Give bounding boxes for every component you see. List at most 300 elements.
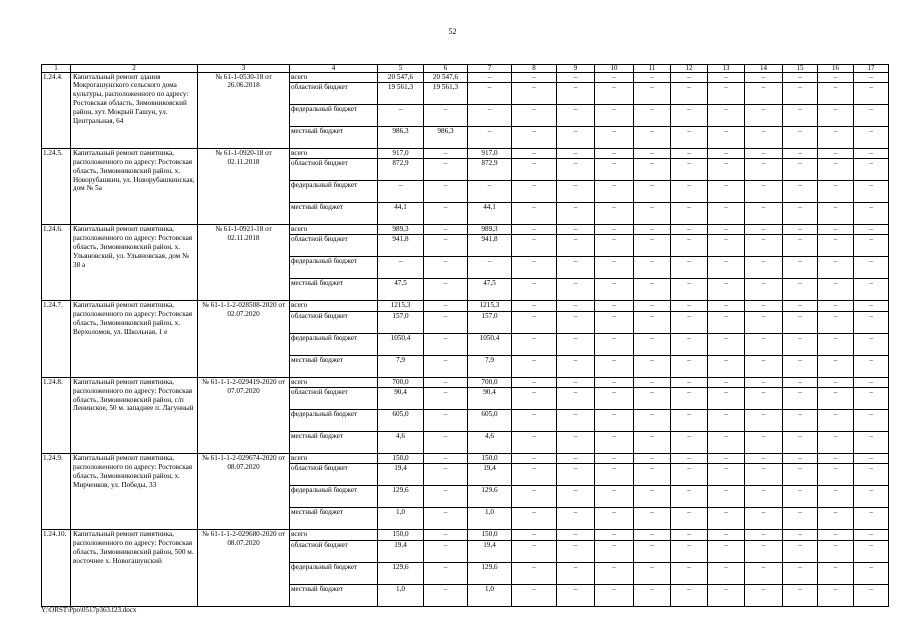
value-col9: – — [557, 464, 595, 486]
value-col14: – — [745, 453, 783, 463]
value-col15: – — [783, 203, 818, 225]
value-col14: – — [745, 104, 783, 126]
value-col5: – — [378, 104, 424, 126]
item-document: № 61-1-0530-18 от 26.06.2018 — [198, 72, 290, 148]
value-col15: – — [783, 148, 818, 158]
value-col6: 986,3 — [424, 126, 468, 148]
value-col13: – — [708, 301, 745, 311]
value-col6: – — [424, 203, 468, 225]
value-col17: – — [854, 311, 889, 333]
value-col6: – — [424, 409, 468, 431]
value-col11: – — [634, 311, 671, 333]
value-col5: 1215,3 — [378, 301, 424, 311]
item-number: 1.24.9. — [42, 453, 71, 529]
value-col13: – — [708, 387, 745, 409]
value-col11: – — [634, 301, 671, 311]
value-col17: – — [854, 301, 889, 311]
column-number: 13 — [708, 65, 745, 73]
value-col6: – — [424, 453, 468, 463]
column-number: 4 — [290, 65, 378, 73]
funding-source: местный бюджет — [290, 508, 378, 530]
value-col9: – — [557, 104, 595, 126]
value-col13: – — [708, 508, 745, 530]
value-col6: 20 547,6 — [424, 72, 468, 82]
value-col13: – — [708, 355, 745, 377]
value-col8: – — [512, 126, 557, 148]
value-col10: – — [595, 486, 634, 508]
value-col11: – — [634, 584, 671, 606]
value-col10: – — [595, 540, 634, 562]
value-col9: – — [557, 377, 595, 387]
value-col15: – — [783, 104, 818, 126]
value-col14: – — [745, 126, 783, 148]
value-col10: – — [595, 279, 634, 301]
value-col9: – — [557, 279, 595, 301]
value-col6: – — [424, 584, 468, 606]
value-col13: – — [708, 148, 745, 158]
item-document: № 61-1-1-2-029419-2020 от 07.07.2020 — [198, 377, 290, 453]
value-col9: – — [557, 540, 595, 562]
column-number: 16 — [818, 65, 854, 73]
item-document: № 61-1-1-2-028508-2020 от 02.07.2020 — [198, 301, 290, 377]
value-col16: – — [818, 279, 854, 301]
value-col14: – — [745, 159, 783, 181]
value-col7: 90,4 — [468, 387, 512, 409]
value-col14: – — [745, 355, 783, 377]
column-number: 11 — [634, 65, 671, 73]
value-col13: – — [708, 464, 745, 486]
value-col14: – — [745, 584, 783, 606]
value-col16: – — [818, 530, 854, 540]
funding-source: федеральный бюджет — [290, 104, 378, 126]
value-col8: – — [512, 333, 557, 355]
value-col9: – — [557, 584, 595, 606]
value-col5: 1050,4 — [378, 333, 424, 355]
value-col10: – — [595, 377, 634, 387]
value-col7: 1,0 — [468, 508, 512, 530]
value-col17: – — [854, 181, 889, 203]
funding-source: областной бюджет — [290, 159, 378, 181]
value-col5: – — [378, 257, 424, 279]
value-col13: – — [708, 203, 745, 225]
column-number: 8 — [512, 65, 557, 73]
value-col16: – — [818, 486, 854, 508]
value-col16: – — [818, 104, 854, 126]
value-col17: – — [854, 453, 889, 463]
value-col16: – — [818, 540, 854, 562]
value-col6: – — [424, 104, 468, 126]
value-col13: – — [708, 562, 745, 584]
item-number: 1.24.6. — [42, 225, 71, 301]
value-col16: – — [818, 464, 854, 486]
value-col12: – — [671, 508, 708, 530]
value-col5: 157,0 — [378, 311, 424, 333]
value-col11: – — [634, 181, 671, 203]
value-col15: – — [783, 311, 818, 333]
value-col9: – — [557, 562, 595, 584]
page-number: 52 — [448, 27, 457, 36]
value-col15: – — [783, 355, 818, 377]
funding-source: федеральный бюджет — [290, 486, 378, 508]
funding-source: федеральный бюджет — [290, 562, 378, 584]
column-number-row — [42, 65, 889, 73]
value-col16: – — [818, 562, 854, 584]
value-col6: – — [424, 387, 468, 409]
value-col7: 19,4 — [468, 540, 512, 562]
value-col10: – — [595, 225, 634, 235]
value-col9: – — [557, 203, 595, 225]
funding-source: областной бюджет — [290, 311, 378, 333]
value-col15: – — [783, 82, 818, 104]
value-col8: – — [512, 464, 557, 486]
item-number: 1.24.7. — [42, 301, 71, 377]
value-col16: – — [818, 508, 854, 530]
value-col13: – — [708, 377, 745, 387]
value-col12: – — [671, 104, 708, 126]
value-col9: – — [557, 508, 595, 530]
value-col10: – — [595, 562, 634, 584]
value-col11: – — [634, 203, 671, 225]
value-col17: – — [854, 159, 889, 181]
value-col9: – — [557, 453, 595, 463]
funding-source: областной бюджет — [290, 540, 378, 562]
value-col7: 44,1 — [468, 203, 512, 225]
value-col7: 7,9 — [468, 355, 512, 377]
value-col17: – — [854, 82, 889, 104]
item-description: Капитальный ремонт памятника, расположенного по адресу: Ростовская область, Зимовниковский район, х. Мирченков, ул. Победы, 33 — [71, 453, 198, 529]
value-col6: – — [424, 257, 468, 279]
value-col13: – — [708, 409, 745, 431]
value-col17: – — [854, 464, 889, 486]
value-col9: – — [557, 355, 595, 377]
value-col15: – — [783, 530, 818, 540]
value-col11: – — [634, 333, 671, 355]
value-col12: – — [671, 333, 708, 355]
value-col6: – — [424, 159, 468, 181]
value-col10: – — [595, 126, 634, 148]
funding-source: всего — [290, 148, 378, 158]
funding-source: всего — [290, 530, 378, 540]
value-col5: 129,6 — [378, 486, 424, 508]
value-col10: – — [595, 409, 634, 431]
value-col12: – — [671, 562, 708, 584]
value-col17: – — [854, 486, 889, 508]
value-col10: – — [595, 431, 634, 453]
value-col11: – — [634, 235, 671, 257]
value-col6: – — [424, 355, 468, 377]
funding-source: федеральный бюджет — [290, 181, 378, 203]
funding-source: местный бюджет — [290, 203, 378, 225]
value-col6: – — [424, 562, 468, 584]
table-row — [42, 148, 889, 158]
value-col8: – — [512, 530, 557, 540]
value-col6: – — [424, 301, 468, 311]
value-col7: 872,9 — [468, 159, 512, 181]
value-col7: 129,6 — [468, 486, 512, 508]
value-col5: 605,0 — [378, 409, 424, 431]
value-col16: – — [818, 82, 854, 104]
value-col11: – — [634, 257, 671, 279]
value-col10: – — [595, 464, 634, 486]
item-number: 1.24.4. — [42, 72, 71, 148]
value-col8: – — [512, 181, 557, 203]
value-col11: – — [634, 486, 671, 508]
value-col13: – — [708, 82, 745, 104]
value-col9: – — [557, 257, 595, 279]
value-col14: – — [745, 257, 783, 279]
value-col16: – — [818, 301, 854, 311]
value-col16: – — [818, 453, 854, 463]
value-col16: – — [818, 431, 854, 453]
value-col13: – — [708, 530, 745, 540]
value-col10: – — [595, 584, 634, 606]
value-col16: – — [818, 311, 854, 333]
value-col7: – — [468, 126, 512, 148]
value-col13: – — [708, 279, 745, 301]
value-col10: – — [595, 453, 634, 463]
value-col13: – — [708, 235, 745, 257]
value-col8: – — [512, 82, 557, 104]
value-col5: 872,9 — [378, 159, 424, 181]
value-col11: – — [634, 464, 671, 486]
funding-source: всего — [290, 72, 378, 82]
value-col5: 941,8 — [378, 235, 424, 257]
value-col6: – — [424, 530, 468, 540]
value-col6: – — [424, 464, 468, 486]
column-number: 12 — [671, 65, 708, 73]
value-col17: – — [854, 257, 889, 279]
value-col14: – — [745, 82, 783, 104]
funding-source: всего — [290, 377, 378, 387]
value-col14: – — [745, 333, 783, 355]
value-col12: – — [671, 530, 708, 540]
value-col6: – — [424, 235, 468, 257]
value-col14: – — [745, 409, 783, 431]
value-col11: – — [634, 377, 671, 387]
value-col12: – — [671, 257, 708, 279]
funding-source: местный бюджет — [290, 431, 378, 453]
item-description: Капитальный ремонт памятника, расположенного по адресу: Ростовская область, Зимовниковский район, х. Верхоломов, ул. Школьная, 1 е — [71, 301, 198, 377]
column-number: 9 — [557, 65, 595, 73]
column-number: 6 — [424, 65, 468, 73]
value-col15: – — [783, 562, 818, 584]
value-col9: – — [557, 530, 595, 540]
funding-source: всего — [290, 301, 378, 311]
value-col17: – — [854, 104, 889, 126]
value-col8: – — [512, 104, 557, 126]
value-col5: 4,6 — [378, 431, 424, 453]
value-col12: – — [671, 225, 708, 235]
value-col8: – — [512, 562, 557, 584]
value-col11: – — [634, 409, 671, 431]
value-col10: – — [595, 148, 634, 158]
value-col11: – — [634, 431, 671, 453]
value-col5: 917,0 — [378, 148, 424, 158]
value-col17: – — [854, 584, 889, 606]
value-col9: – — [557, 387, 595, 409]
value-col8: – — [512, 540, 557, 562]
value-col12: – — [671, 355, 708, 377]
funding-source: федеральный бюджет — [290, 257, 378, 279]
value-col17: – — [854, 409, 889, 431]
funding-source: всего — [290, 453, 378, 463]
funding-source: областной бюджет — [290, 82, 378, 104]
value-col9: – — [557, 72, 595, 82]
column-number: 7 — [468, 65, 512, 73]
value-col10: – — [595, 159, 634, 181]
value-col9: – — [557, 486, 595, 508]
value-col14: – — [745, 225, 783, 235]
value-col17: – — [854, 540, 889, 562]
value-col7: 941,8 — [468, 235, 512, 257]
item-document: № 61-1-0921-18 от 02.11.2018 — [198, 225, 290, 301]
value-col8: – — [512, 148, 557, 158]
value-col14: – — [745, 486, 783, 508]
value-col13: – — [708, 333, 745, 355]
value-col14: – — [745, 387, 783, 409]
value-col7: 917,0 — [468, 148, 512, 158]
value-col5: 150,0 — [378, 530, 424, 540]
value-col11: – — [634, 530, 671, 540]
value-col16: – — [818, 377, 854, 387]
value-col15: – — [783, 584, 818, 606]
value-col16: – — [818, 225, 854, 235]
value-col16: – — [818, 355, 854, 377]
value-col13: – — [708, 181, 745, 203]
value-col6: – — [424, 540, 468, 562]
item-description: Капитальный ремонт памятника, расположенного по адресу: Ростовская область, Зимовниковский район, 500 м. восточнее х. Новогашунский — [71, 530, 198, 606]
value-col6: – — [424, 377, 468, 387]
value-col5: 44,1 — [378, 203, 424, 225]
value-col7: – — [468, 72, 512, 82]
value-col5: 19 561,3 — [378, 82, 424, 104]
value-col6: – — [424, 225, 468, 235]
value-col13: – — [708, 257, 745, 279]
value-col13: – — [708, 431, 745, 453]
value-col12: – — [671, 203, 708, 225]
value-col11: – — [634, 279, 671, 301]
value-col8: – — [512, 508, 557, 530]
value-col16: – — [818, 333, 854, 355]
value-col15: – — [783, 159, 818, 181]
value-col10: – — [595, 203, 634, 225]
value-col14: – — [745, 279, 783, 301]
value-col7: 4,6 — [468, 431, 512, 453]
value-col17: – — [854, 235, 889, 257]
value-col12: – — [671, 82, 708, 104]
value-col11: – — [634, 387, 671, 409]
value-col10: – — [595, 311, 634, 333]
column-number: 1 — [42, 65, 71, 73]
value-col15: – — [783, 279, 818, 301]
value-col5: 700,0 — [378, 377, 424, 387]
value-col5: 20 547,6 — [378, 72, 424, 82]
value-col11: – — [634, 453, 671, 463]
value-col6: – — [424, 311, 468, 333]
value-col7: 150,0 — [468, 453, 512, 463]
footer-path: Y:\ORST\Ppo\0517p363.f23.docx — [41, 606, 137, 614]
item-number: 1.24.8. — [42, 377, 71, 453]
value-col5: 986,3 — [378, 126, 424, 148]
value-col12: – — [671, 377, 708, 387]
value-col12: – — [671, 301, 708, 311]
value-col14: – — [745, 311, 783, 333]
table-row — [42, 530, 889, 540]
value-col7: 1215,3 — [468, 301, 512, 311]
value-col5: 1,0 — [378, 584, 424, 606]
column-number: 14 — [745, 65, 783, 73]
value-col11: – — [634, 148, 671, 158]
value-col14: – — [745, 562, 783, 584]
value-col16: – — [818, 387, 854, 409]
value-col6: – — [424, 486, 468, 508]
value-col11: – — [634, 508, 671, 530]
value-col15: – — [783, 431, 818, 453]
value-col7: 989,3 — [468, 225, 512, 235]
table-row — [42, 225, 889, 235]
value-col5: 19,4 — [378, 540, 424, 562]
value-col13: – — [708, 311, 745, 333]
value-col13: – — [708, 584, 745, 606]
value-col7: 1050,4 — [468, 333, 512, 355]
column-number: 10 — [595, 65, 634, 73]
value-col14: – — [745, 72, 783, 82]
value-col6: 19 561,3 — [424, 82, 468, 104]
value-col9: – — [557, 311, 595, 333]
value-col13: – — [708, 540, 745, 562]
value-col7: 157,0 — [468, 311, 512, 333]
value-col10: – — [595, 301, 634, 311]
value-col8: – — [512, 203, 557, 225]
value-col17: – — [854, 377, 889, 387]
value-col9: – — [557, 159, 595, 181]
value-col17: – — [854, 126, 889, 148]
value-col13: – — [708, 486, 745, 508]
item-number: 1.24.5. — [42, 148, 71, 224]
funding-source: местный бюджет — [290, 126, 378, 148]
value-col10: – — [595, 333, 634, 355]
value-col14: – — [745, 235, 783, 257]
item-document: № 61-1-1-2-029674-2020 от 08.07.2020 — [198, 453, 290, 529]
value-col11: – — [634, 104, 671, 126]
value-col8: – — [512, 584, 557, 606]
value-col14: – — [745, 464, 783, 486]
value-col15: – — [783, 126, 818, 148]
value-col8: – — [512, 235, 557, 257]
value-col17: – — [854, 431, 889, 453]
value-col17: – — [854, 225, 889, 235]
value-col13: – — [708, 225, 745, 235]
funding-source: местный бюджет — [290, 584, 378, 606]
value-col16: – — [818, 257, 854, 279]
value-col10: – — [595, 72, 634, 82]
value-col6: – — [424, 431, 468, 453]
value-col17: – — [854, 355, 889, 377]
value-col17: – — [854, 530, 889, 540]
column-number: 15 — [783, 65, 818, 73]
value-col8: – — [512, 301, 557, 311]
value-col16: – — [818, 159, 854, 181]
value-col11: – — [634, 126, 671, 148]
value-col15: – — [783, 257, 818, 279]
value-col12: – — [671, 387, 708, 409]
value-col5: 150,0 — [378, 453, 424, 463]
value-col16: – — [818, 72, 854, 82]
value-col12: – — [671, 159, 708, 181]
funding-source: всего — [290, 225, 378, 235]
value-col8: – — [512, 387, 557, 409]
column-number: 5 — [378, 65, 424, 73]
